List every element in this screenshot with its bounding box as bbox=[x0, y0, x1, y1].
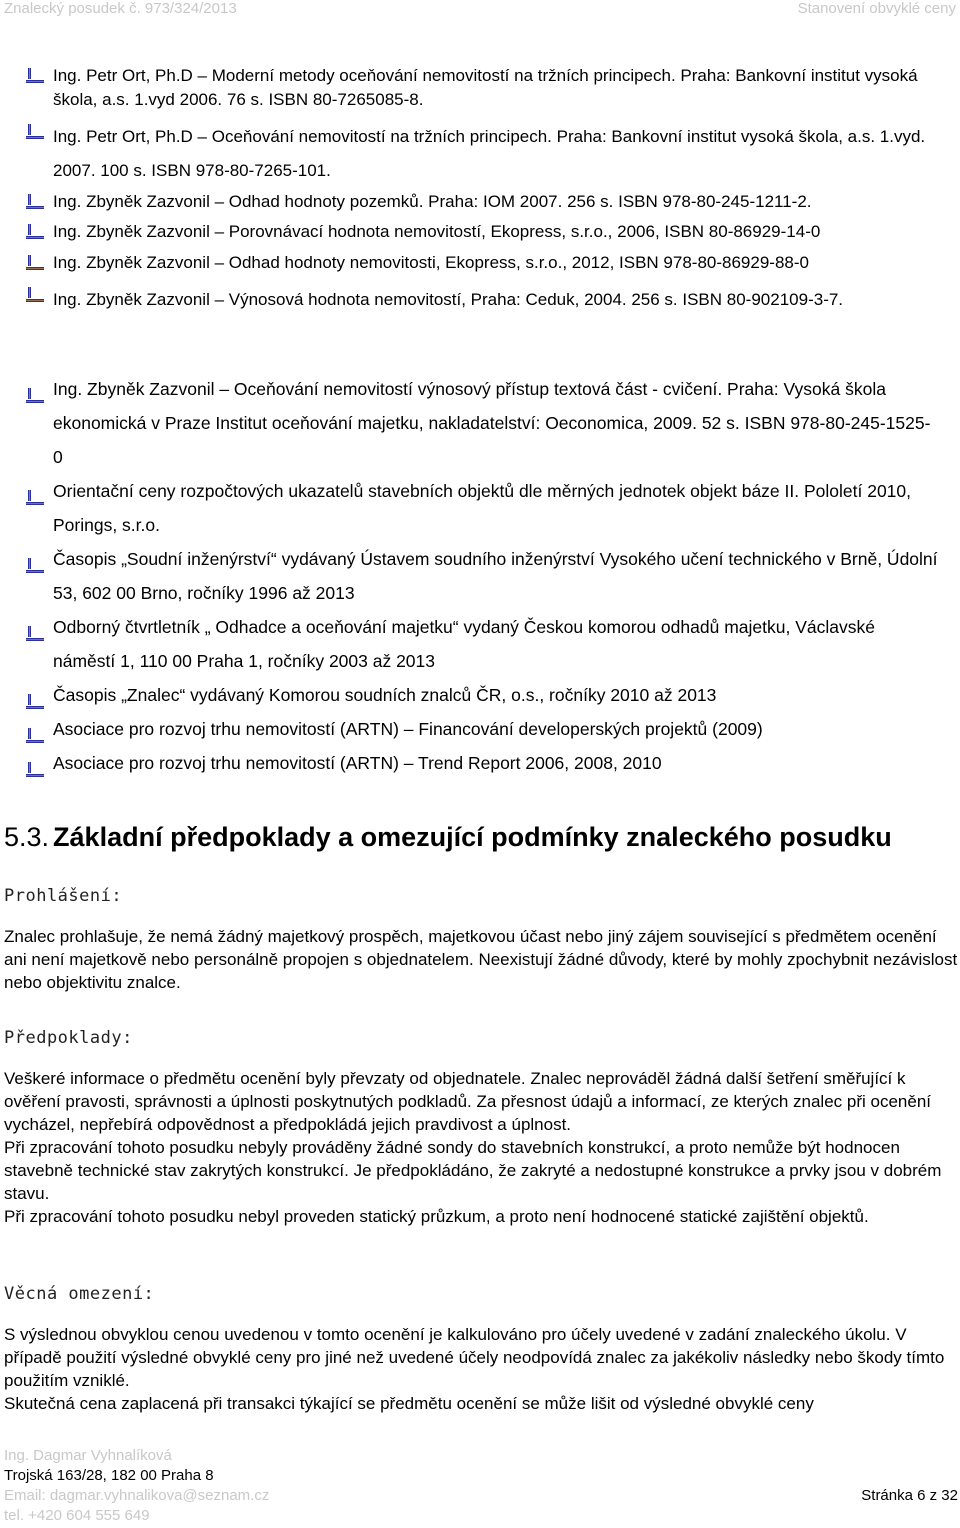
arrow-bullet-icon bbox=[26, 67, 44, 83]
list-item: Ing. Zbyněk Zazvonil – Porovnávací hodnota nemovitostí, Ekopress, s.r.o., 2006, ISBN 80-86929-14-0 bbox=[0, 220, 960, 244]
arrow-bullet-icon bbox=[26, 721, 44, 737]
list-item: Orientační ceny rozpočtových ukazatelů stavebních objektů dle měrných jednotek objekt báze II. Pololetí 2010, Porings, s.r.o. bbox=[0, 474, 940, 542]
list-item: Odborný čtvrtletník „ Odhadce a oceňování majetku“ vydaný Českou komorou odhadů majetku, Václavské náměstí 1, 110 00 Praha 1, ročníky 2003 až 2013 bbox=[0, 610, 940, 678]
list-item: Ing. Zbyněk Zazvonil – Výnosová hodnota nemovitostí, Praha: Ceduk, 2004. 256 s. ISBN 80-902109-3-7. bbox=[0, 283, 960, 316]
arrow-bullet-icon bbox=[26, 755, 44, 771]
list-item: Asociace pro rozvoj trhu nemovitostí (ARTN) – Trend Report 2006, 2008, 2010 bbox=[0, 746, 940, 780]
header-report-number: Znalecký posudek č. 973/324/2013 bbox=[4, 0, 237, 17]
section-title: Základní předpoklady a omezující podmínky znaleckého posudku bbox=[53, 822, 892, 852]
list-item: Ing. Zbyněk Zazvonil – Odhad hodnoty nemovitosti, Ekopress, s.r.o., 2012, ISBN 978-80-86929-88-0 bbox=[0, 251, 960, 275]
subheading-omezeni: Věcná omezení: bbox=[4, 1284, 155, 1304]
paragraph-prohlaseni: Znalec prohlašuje, že nemá žádný majetkový prospěch, majetkovou účast nebo jiný zájem související s předmětem ocenění ani není majetkově nebo personálně propojen s objednatelem. Neexistují žádné důvody, které by mohly zpochybnit nezávislost nebo objektivitu znalce. bbox=[4, 927, 958, 992]
arrow-bullet-icon bbox=[26, 286, 44, 302]
arrow-bullet-icon bbox=[26, 381, 44, 397]
page-number: Stránka 6 z 32 bbox=[861, 1487, 958, 1504]
list-item: Ing. Zbyněk Zazvonil – Odhad hodnoty pozemků. Praha: IOM 2007. 256 s. ISBN 978-80-245-1211-2. bbox=[0, 190, 960, 214]
arrow-bullet-icon bbox=[26, 687, 44, 703]
section-number: 5.3. bbox=[4, 822, 50, 852]
sources-list bbox=[0, 372, 940, 780]
paragraph-predpoklady-2: Při zpracování tohoto posudku nebyly prováděny žádné sondy do stavebních konstrukcí, a proto nemůže být hodnocen stavebně technické stav zakrytých konstrukcí. Je předpokládáno, že zakryté a nedostupné konstrukce a prvky jsou v dobrém stavu. bbox=[4, 1138, 942, 1203]
page-footer bbox=[4, 1446, 958, 1526]
arrow-bullet-icon bbox=[26, 223, 44, 239]
paragraph-predpoklady-1: Veškeré informace o předmětu ocenění byly převzaty od objednatele. Znalec neprováděl žádná další šetření směřující k ověření pravosti, správnosti a úplnosti poskytnutých podkladů. Za přesnost údajů a informací, ze kterých znalec při ocenění vycházel, nepřebírá odpovědnost a předpokládá jejich pravdivost a úplnost. bbox=[4, 1069, 931, 1134]
header-section-title: Stanovení obvyklé ceny bbox=[797, 0, 956, 17]
arrow-bullet-icon bbox=[26, 551, 44, 567]
footer-phone: tel. +420 604 555 649 bbox=[4, 1507, 150, 1524]
subheading-prohlaseni: Prohlášení: bbox=[4, 886, 123, 906]
arrow-bullet-icon bbox=[26, 123, 44, 139]
arrow-bullet-icon bbox=[26, 483, 44, 499]
footer-author-name: Ing. Dagmar Vyhnalíková bbox=[4, 1447, 172, 1464]
list-item: Časopis „Znalec“ vydávaný Komorou soudních znalců ČR, o.s., ročníky 2010 až 2013 bbox=[0, 678, 940, 712]
list-item: Ing. Petr Ort, Ph.D – Oceňování nemovitostí na tržních principech. Praha: Bankovní institut vysoká škola, a.s. 1.vyd. 2007. 100 s. ISBN 978-80-7265-101. bbox=[0, 120, 960, 188]
paragraph-omezeni-2: Skutečná cena zaplacená při transakci týkající se předmětu ocenění se může lišit od výsledné obvyklé ceny bbox=[4, 1394, 814, 1413]
list-item: Asociace pro rozvoj trhu nemovitostí (ARTN) – Financování developerských projektů (2009) bbox=[0, 712, 940, 746]
footer-address: Trojská 163/28, 182 00 Praha 8 bbox=[4, 1467, 214, 1484]
subheading-predpoklady: Předpoklady: bbox=[4, 1028, 133, 1048]
arrow-bullet-icon bbox=[26, 193, 44, 209]
list-item: Časopis „Soudní inženýrství“ vydávaný Ústavem soudního inženýrství Vysokého učení technického v Brně, Údolní 53, 602 00 Brno, ročníky 1996 až 2013 bbox=[0, 542, 940, 610]
arrow-bullet-icon bbox=[26, 254, 44, 270]
arrow-bullet-icon bbox=[26, 619, 44, 635]
paragraph-omezeni-1: S výslednou obvyklou cenou uvedenou v tomto ocenění je kalkulováno pro účely uvedené v zadání znaleckého úkolu. V případě použití výsledné obvyklé ceny pro jiné než uvedené účely neodpovídá znalec za jakékoliv následky nebo škody tímto použitím vzniklé. bbox=[4, 1325, 945, 1390]
literature-list bbox=[0, 64, 960, 316]
running-header bbox=[0, 0, 960, 20]
paragraph-predpoklady-3: Při zpracování tohoto posudku nebyl proveden statický průzkum, a proto není hodnocené statické zajištění objektů. bbox=[4, 1207, 869, 1226]
section-heading bbox=[4, 822, 892, 853]
list-item: Ing. Zbyněk Zazvonil – Oceňování nemovitostí výnosový přístup textová část - cvičení. Praha: Vysoká škola ekonomická v Praze Institut oceňování majetku, nakladatelství: Oeconomica, 2009. 52 s. ISBN 978-80-245-1525-0 bbox=[0, 372, 940, 474]
footer-email: Email: dagmar.vyhnalikova@seznam.cz bbox=[4, 1487, 270, 1504]
list-item: Ing. Petr Ort, Ph.D – Moderní metody oceňování nemovitostí na tržních principech. Praha: Bankovní institut vysoká škola, a.s. 1.vyd 2006. 76 s. ISBN 80-7265085-8. bbox=[0, 64, 960, 111]
